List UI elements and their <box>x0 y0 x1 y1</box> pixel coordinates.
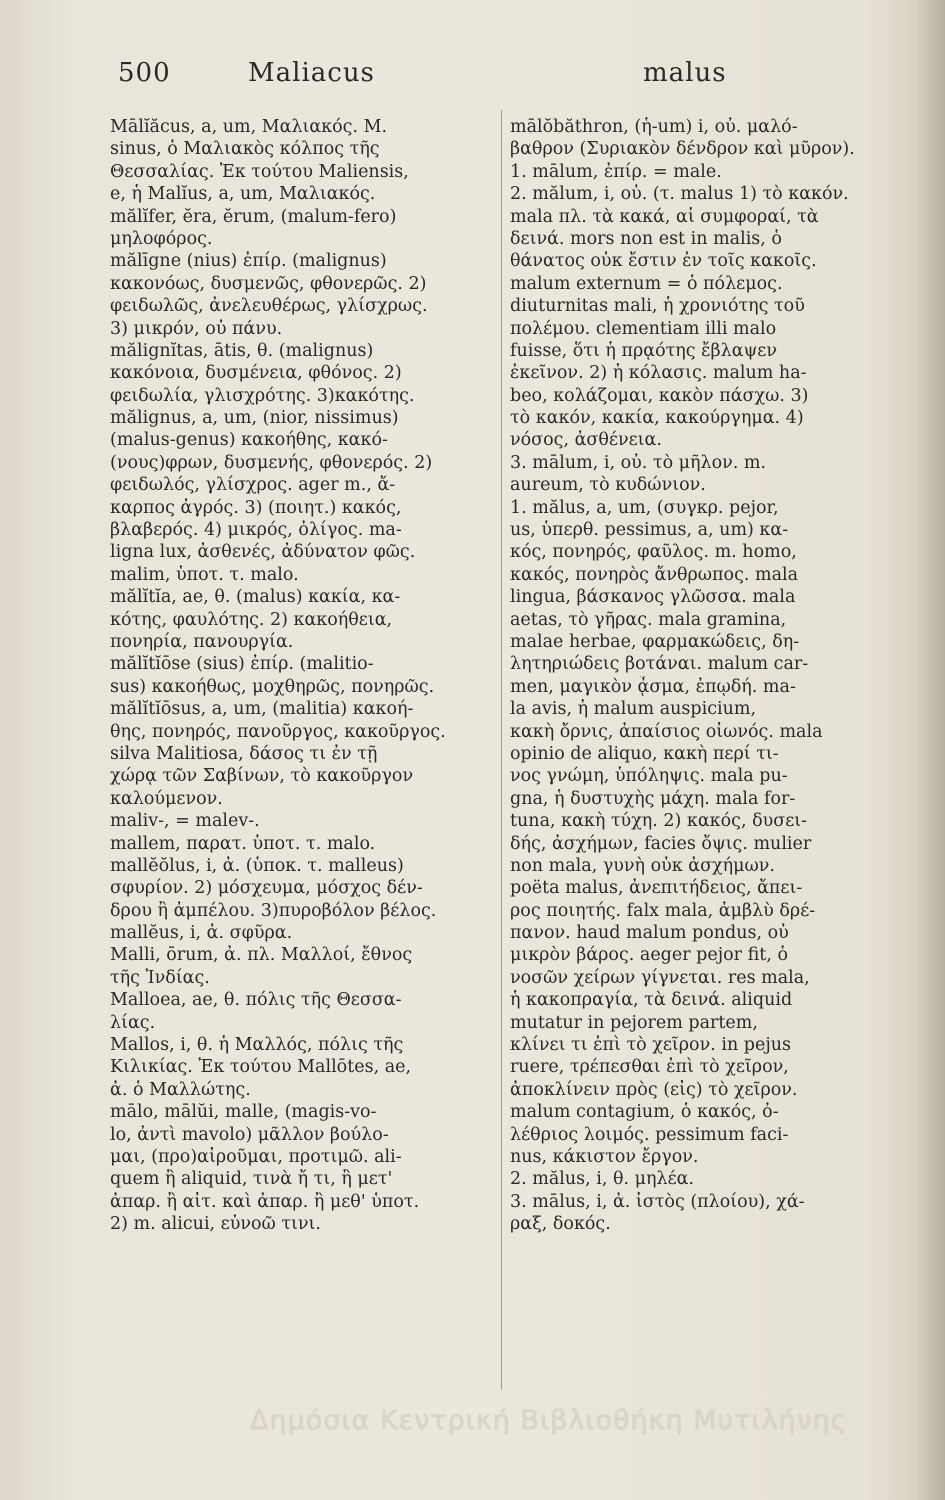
entry-line: κότης, φαυλότης. 2) κακοήθεια, <box>110 609 393 630</box>
entry-line: lo, ἀντὶ mavolo) μᾶλλον βούλο- <box>110 1124 389 1145</box>
entry-line: ραξ, δοκός. <box>510 1214 611 1235</box>
entry-line: mallĕŏlus, i, ἀ. (ὑποκ. τ. malleus) <box>110 855 404 876</box>
entry-line: malum externum = ὁ πόλεμος. <box>510 273 783 294</box>
entry-line: mălignĭtas, ātis, θ. (malignus) <box>110 340 374 361</box>
entry-line: φειδωλῶς, ἀνελευθέρως, γλίσχρως. <box>110 296 428 317</box>
entry-line: tuna, κακὴ τύχη. 2) κακός, δυσει- <box>510 811 808 832</box>
entry-line: mutatur in pejorem partem, <box>510 1012 758 1033</box>
entry-line: καλούμενον. <box>110 788 223 809</box>
entry-line: ἀ. ὁ Μαλλώτης. <box>110 1079 251 1100</box>
entry-line: κλίνει τι ἐπὶ τὸ χεῖρον. in pejus <box>510 1035 792 1056</box>
entry-line: νόσος, ἀσθένεια. <box>510 430 662 451</box>
entry-line: nus, κάκιστον ἔργον. <box>510 1146 699 1167</box>
entry-line: (νους)φρων, δυσμενής, φθονερός. 2) <box>110 452 433 473</box>
entry-line: gna, ἡ δυστυχὴς μάχη. mala for- <box>510 788 796 809</box>
entry-line: mălĭtĭa, ae, θ. (malus) κακία, κα- <box>110 587 401 608</box>
entry-line: malae herbae, φαρμακώδεις, δη- <box>510 631 800 652</box>
entry-line: ἡ κακοπραγία, τὰ δεινά. aliquid <box>510 990 793 1011</box>
entry-line: πονηρία, πανουργία. <box>110 631 294 652</box>
entry-line: (malus-genus) κακοήθης, κακό- <box>110 430 388 451</box>
entry-line: ἀπαρ. ἢ αἰτ. καὶ ἀπαρ. ἢ μεθ' ὑποτ. <box>110 1191 420 1212</box>
entry-line: fuisse, ὅτι ἡ πρᾳότης ἔβλαψεν <box>510 340 777 361</box>
entry-line: μικρὸν βάρος. aeger pejor fit, ὁ <box>510 945 788 966</box>
entry-line: 1. mālum, ἐπίρ. = male. <box>510 161 722 182</box>
entry-line: poëta malus, ἀνεπιτήδειος, ἄπει- <box>510 878 803 899</box>
entry-line: mălĭtĭōsus, a, um, (malitia) κακοή- <box>110 699 414 720</box>
entry-line: τὸ κακόν, κακία, κακούργημα. 4) <box>510 408 804 429</box>
entry-line: φειδωλός, γλίσχρος. ager m., ἄ- <box>110 475 396 496</box>
entry-line: τῆς Ἰνδίας. <box>110 967 210 988</box>
entry-line: καρπος ἀγρός. 3) (ποιητ.) κακός, <box>110 497 402 518</box>
entry-line: 1. mălus, a, um, (συγκρ. pejor, <box>510 497 779 518</box>
entry-line: δρου ἢ ἀμπέλου. 3)πυροβόλον βέλος. <box>110 900 437 921</box>
entry-line: non mala, γυνὴ οὐκ ἀσχήμων. <box>510 855 775 876</box>
right-headword: malus <box>643 58 727 88</box>
entry-line: κακόνοια, δυσμένεια, φθόνος. 2) <box>110 363 402 384</box>
entry-line: Malli, ōrum, ἀ. πλ. Μαλλοί, ἔθνος <box>110 945 413 966</box>
entry-line: beo, κολάζομαι, κακὸν πάσχω. 3) <box>510 385 809 406</box>
entry-line: 2. mălus, i, θ. μηλέα. <box>510 1169 695 1190</box>
entry-line: opinio de aliquo, κακὴ περί τι- <box>510 743 779 764</box>
entry-line: Κιλικίας. Ἐκ τούτου Mallōtes, ae, <box>110 1057 412 1078</box>
entry-line: 3) μικρόν, οὐ πάνυ. <box>110 318 283 339</box>
entry-line: ligna lux, ἀσθενές, ἀδύνατον φῶς. <box>110 542 416 563</box>
entry-line: la avis, ἡ malum auspicium, <box>510 699 757 720</box>
entry-line: ρος ποιητής. falx mala, ἀμβλὺ δρέ- <box>510 900 816 921</box>
entry-line: mălignus, a, um, (nior, nissimus) <box>110 408 399 429</box>
entry-line: πολέμου. clementiam illi malo <box>510 318 777 339</box>
entry-line: λέθριος λοιμός. pessimum faci- <box>510 1124 789 1145</box>
entry-line: Θεσσαλίας. Ἐκ τούτου Maliensis, <box>110 161 409 182</box>
entry-line: lingua, βάσκανος γλῶσσα. mala <box>510 587 796 608</box>
entry-line: men, μαγικὸν ᾆσμα, ἐπῳδή. ma- <box>510 676 796 697</box>
entry-line: mallĕus, i, ἀ. σφῦρα. <box>110 923 293 944</box>
entry-line: 2) m. alicui, εὐνοῶ τινι. <box>110 1214 321 1235</box>
entry-line: mālo, mālŭi, malle, (magis-vo- <box>110 1102 377 1123</box>
entry-line: quem ἢ aliquid, τινὰ ἤ τι, ἢ μετ' <box>110 1169 393 1190</box>
entry-line: mala πλ. τὰ κακά, αἱ συμφοραί, τὰ <box>510 206 819 227</box>
entry-line: sus) κακοήθως, μοχθηρῶς, πονηρῶς. <box>110 676 435 697</box>
column-divider <box>501 110 502 1390</box>
entry-line: malum contagium, ὁ κακός, ὀ- <box>510 1102 779 1123</box>
entry-line: malim, ὑποτ. τ. malo. <box>110 564 299 585</box>
entry-line: 2. mălum, i, οὐ. (τ. malus 1) τὸ κακόν. <box>510 184 849 205</box>
entry-line: θάνατος οὐκ ἔστιν ἐν τοῖς κακοῖς. <box>510 251 817 272</box>
entry-line: silva Malitiosa, δάσος τι ἐν τῇ <box>110 743 378 764</box>
entry-line: λίας. <box>110 1012 156 1033</box>
entry-line: φειδωλία, γλισχρότης. 3)κακότης. <box>110 385 415 406</box>
entry-line: diuturnitas mali, ἡ χρονιότης τοῦ <box>510 296 805 317</box>
entry-line: ἐκεῖνον. 2) ἡ κόλασις. malum ha- <box>510 363 807 384</box>
entry-line: κακονόως, δυσμενῶς, φθονερῶς. 2) <box>110 273 427 294</box>
entry-line: us, ὑπερθ. pessimus, a, um) κα- <box>510 520 789 541</box>
entry-line: 3. mālus, i, ἀ. ἱστὸς (πλοίου), χά- <box>510 1191 805 1212</box>
entry-line: σφυρίον. 2) μόσχευμα, μόσχος δέν- <box>110 878 423 899</box>
page-number: 500 <box>118 58 171 88</box>
entry-line: maliv-, = malev-. <box>110 811 260 832</box>
entry-line: δής, ἀσχήμων, facies ὄψις. mulier <box>510 833 812 854</box>
entry-line: νος γνώμη, ὑπόληψις. mala pu- <box>510 766 788 787</box>
entry-line: mălīgne (nius) ἐπίρ. (malignus) <box>110 251 387 272</box>
entry-line: aetas, τὸ γῆρας. mala gramina, <box>510 609 787 630</box>
entry-line: κακὴ ὄρνις, ἀπαίσιος οἰωνός. mala <box>510 721 823 742</box>
library-watermark: Δημόσια Κεντρική Βιβλιοθήκη Μυτιλήνης <box>250 1405 848 1436</box>
entry-line: κακός, πονηρὸς ἄνθρωπος. mala <box>510 564 799 585</box>
entry-line: θης, πονηρός, πανοῦργος, κακοῦργος. <box>110 721 446 742</box>
entry-line: Mālĭăcus, a, um, Μαλιακός. M. <box>110 117 388 137</box>
entry-line: Mallos, i, θ. ἡ Μαλλός, πόλις τῆς <box>110 1035 404 1056</box>
entry-line: μαι, (προ)αἱροῦμαι, προτιμῶ. ali- <box>110 1146 402 1167</box>
entry-line: Malloea, ae, θ. πόλις τῆς Θεσσα- <box>110 990 402 1011</box>
entry-line: δεινά. mors non est in malis, ὁ <box>510 228 782 249</box>
running-header <box>118 58 838 98</box>
entry-line: βαθρον (Συριακὸν δένδρον καὶ μῦρον). <box>510 139 855 160</box>
page-edge-shadow <box>915 0 945 1500</box>
entry-line: πανον. haud malum pondus, οὐ <box>510 923 789 944</box>
right-column <box>510 116 882 1236</box>
entry-line: mălĭfer, ĕra, ĕrum, (malum-fero) <box>110 206 397 227</box>
entry-line: κός, πονηρός, φαῦλος. m. homo, <box>510 542 797 563</box>
left-headword: Maliacus <box>248 58 375 88</box>
entry-line: νοσῶν χείρων γίγνεται. res mala, <box>510 967 810 988</box>
entry-line: ruere, τρέπεσθαι ἐπὶ τὸ χεῖρον, <box>510 1057 789 1078</box>
entry-line: mālŏbăthron, (ἡ-um) i, οὐ. μαλό- <box>510 117 798 137</box>
entry-line: mălĭtĭōse (sius) ἐπίρ. (malitio- <box>110 654 374 675</box>
entry-line: 3. mālum, i, οὐ. τὸ μῆλον. m. <box>510 452 767 473</box>
entry-line: λητηριώδεις βοτάναι. malum car- <box>510 654 809 675</box>
entry-line: sinus, ὁ Μαλιακὸς κόλπος τῆς <box>110 139 380 160</box>
entry-line: aureum, τὸ κυδώνιον. <box>510 475 706 496</box>
entry-line: mallem, παρατ. ὑποτ. τ. malo. <box>110 833 376 854</box>
entry-line: μηλοφόρος. <box>110 228 213 249</box>
entry-line: e, ἡ Malĭus, a, um, Μαλιακός. <box>110 184 376 205</box>
entry-line: ἀποκλίνειν πρὸς (εἰς) τὸ χεῖρον. <box>510 1079 798 1100</box>
left-column <box>110 116 498 1236</box>
entry-line: βλαβερός. 4) μικρός, ὀλίγος. ma- <box>110 520 402 541</box>
entry-line: χώρᾳ τῶν Σαβίνων, τὸ κακοῦργον <box>110 766 414 787</box>
